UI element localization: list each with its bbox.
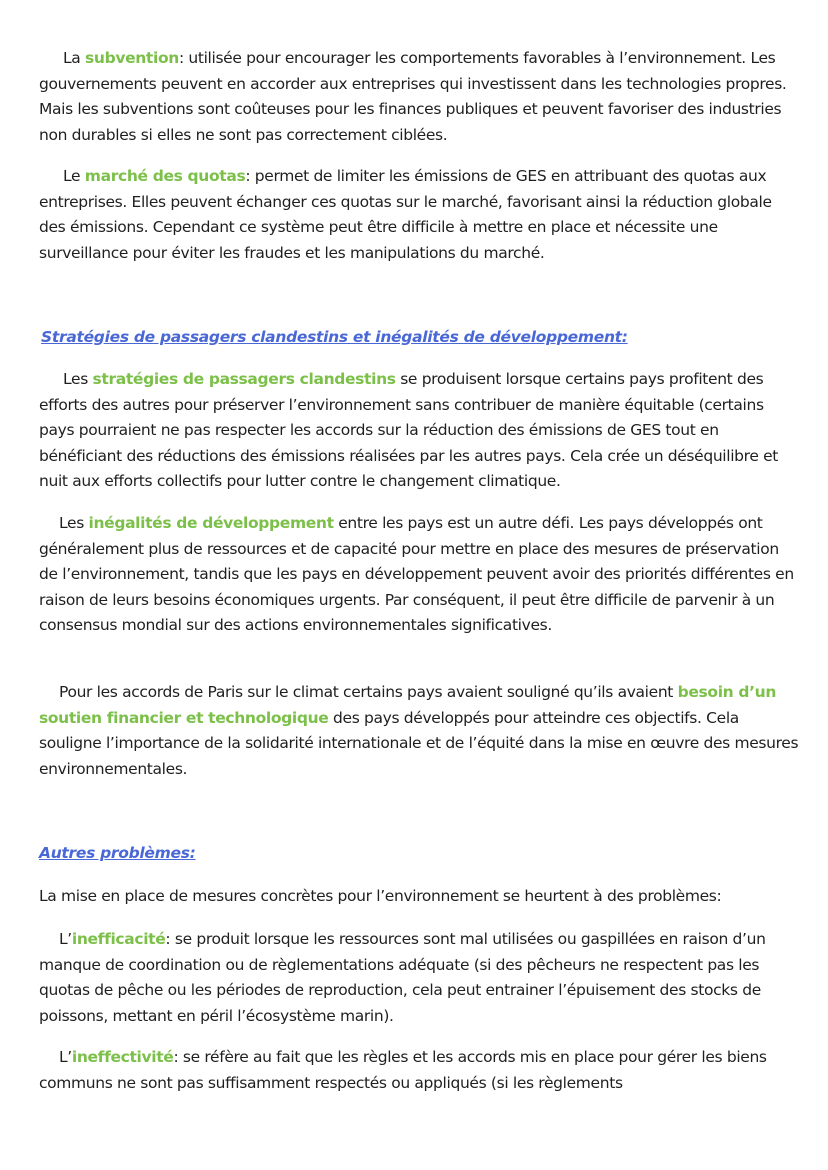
paragraph-quotas: [39, 164, 799, 266]
keyword-passagers-clandestins: stratégies de passagers clandestins: [92, 370, 396, 388]
paragraph-ineffectivite: [39, 1045, 799, 1096]
paragraph-intro-autres: La mise en place de mesures concrètes pour l’environnement se heurtent à des problèmes:: [39, 887, 722, 905]
paragraph-inegalites: [39, 511, 799, 639]
paragraph-text: : utilisée pour encourager les comportements favorables à l’environnement. Les gouvernements peuvent en accorder aux entreprises qui investissent dans les technologies propres. Mais les subventions sont coûteuses pour les finances publiques et peuvent favoriser des industries non durables si elles ne sont pas correctement ciblées.: [39, 49, 787, 144]
paragraph-text: des pays développés pour atteindre ces objectifs. Cela souligne l’importance de la solidarité internationale et de l’équité dans la mise en œuvre des mesures environnementales.: [39, 708, 799, 778]
paragraph-text: entre les pays est un autre défi. Les pays développés ont généralement plus de ressources et de capacité pour mettre en place des mesures de préservation de l’environnement, tandis que les pays en développement peuvent avoir des priorités différentes en raison de leurs besoins économiques urgents. Par conséquent, il peut être difficile de parvenir à un consensus mondial sur des actions environnementales significatives.: [39, 514, 794, 634]
paragraph-text: La: [63, 49, 86, 67]
keyword-marche-quotas: marché des quotas: [84, 167, 246, 185]
paragraph-text: Les: [59, 514, 89, 532]
paragraph-inefficacite: [39, 927, 799, 1029]
paragraph-text: Pour les accords de Paris sur le climat certains pays avaient souligné qu’ils avaient: [59, 683, 678, 701]
paragraph-text: : se réfère au fait que les règles et les accords mis en place pour gérer les biens communs ne sont pas suffisamment respectés ou appliqués (si les règlements: [39, 1048, 767, 1092]
paragraph-text: L’: [59, 1048, 72, 1066]
paragraph-text: : permet de limiter les émissions de GES en attribuant des quotas aux entreprises. Elles peuvent échanger ces quotas sur le marché, favorisant ainsi la réduction globale des émissions. Cependant ce système peut être difficile à mettre en place et nécessite une surveillance pour éviter les fraudes et les manipulations du marché.: [39, 167, 772, 262]
heading-autres-problemes: Autres problèmes:: [39, 844, 196, 862]
keyword-ineffectivite: ineffectivité: [71, 1048, 174, 1066]
heading-clandestins: Stratégies de passagers clandestins et inégalités de développement:: [41, 328, 628, 346]
paragraph-text: L’: [59, 930, 72, 948]
keyword-subvention: subvention: [85, 49, 179, 67]
paragraph-text: se produisent lorsque certains pays profitent des efforts des autres pour préserver l’environnement sans contribuer de manière équitable (certains pays pourraient ne pas respecter les accords sur la réduction des émissions de GES tout en bénéficiant des réductions des émissions réalisées par les autres pays. Cela crée un déséquilibre et nuit aux efforts collectifs pour lutter contre le changement climatique.: [39, 370, 779, 490]
keyword-inegalites: inégalités de développement: [88, 514, 334, 532]
keyword-inefficacite: inefficacité: [71, 930, 166, 948]
keyword-soutien-financier: besoin d’un soutien financier et technologique: [39, 683, 777, 727]
paragraph-clandestins: [39, 367, 799, 495]
paragraph-text: : se produit lorsque les ressources sont mal utilisées ou gaspillées en raison d’un manque de coordination ou de règlementations adéquate (si des pêcheurs ne respectent pas les quotas de pêche ou les périodes de reproduction, cela peut entrainer l’épuisement des stocks de poissons, mettant en péril l’écosystème marin).: [39, 930, 766, 1025]
paragraph-text: Le: [63, 167, 85, 185]
paragraph-subvention: [39, 46, 799, 148]
paragraph-paris: [39, 680, 799, 782]
paragraph-text: Les: [63, 370, 93, 388]
